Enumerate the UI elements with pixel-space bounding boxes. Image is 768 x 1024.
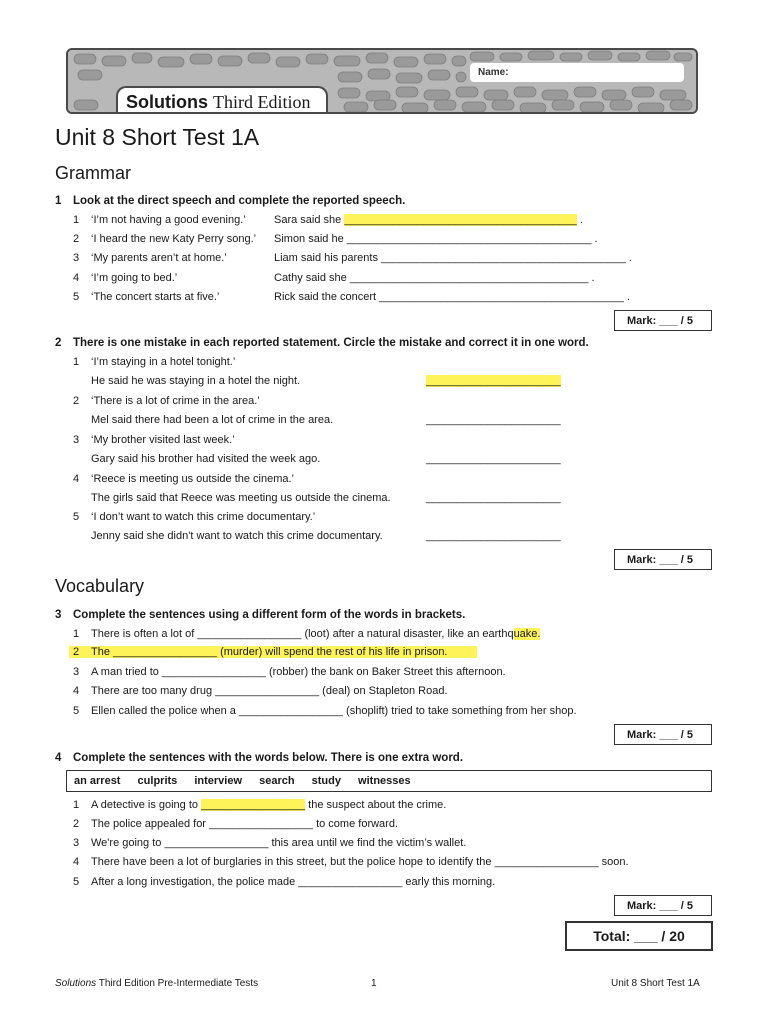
footer-unit: Unit 8 Short Test 1A xyxy=(611,978,700,989)
mark-box: Mark: ___ / 5 xyxy=(614,549,712,570)
total-score: Total: ___ / 20 xyxy=(565,921,713,951)
item-number: 5 xyxy=(73,291,80,303)
sentence: A man tried to _________________ (robber) the bank on Baker Street this afternoon. xyxy=(91,666,506,678)
word-bank-item: culprits xyxy=(137,775,178,787)
sentence: There is often a lot of _________________ (loot) after a natural disaster, like an earthquake. xyxy=(91,628,541,640)
mark-box: Mark: ___ / 5 xyxy=(614,724,712,745)
footer-series: Solutions Third Edition Pre-Intermediate Tests xyxy=(55,978,259,989)
item-number: 3 xyxy=(73,666,80,678)
item-number: 2 xyxy=(73,233,80,245)
sentence-highlighted-row: 2 The _________________ (murder) will spend the rest of his life in prison. xyxy=(69,646,477,658)
item-number: 1 xyxy=(73,356,80,368)
section-heading-vocabulary: Vocabulary xyxy=(55,576,145,596)
item-number: 1 xyxy=(73,214,80,226)
item-number: 5 xyxy=(73,511,80,523)
footer-page-number: 1 xyxy=(371,978,377,989)
answer-blank[interactable]: ______________________ xyxy=(426,375,561,387)
word-bank-item: an arrest xyxy=(74,775,121,787)
direct-speech: ‘I’m staying in a hotel tonight.’ xyxy=(91,356,236,368)
reported-speech: Liam said his parents ________________________________________ . xyxy=(274,252,632,264)
reported-statement: He said he was staying in a hotel the night. xyxy=(91,375,301,387)
word-bank xyxy=(66,770,712,792)
item-number: 5 xyxy=(73,876,80,888)
answer-blank[interactable]: ______________________ xyxy=(426,530,561,542)
sentence: There are too many drug _________________ (deal) on Stapleton Road. xyxy=(91,685,448,697)
item-number: 3 xyxy=(73,434,80,446)
question-number: 2 xyxy=(55,337,62,349)
direct-speech: ‘Reece is meeting us outside the cinema.’ xyxy=(91,473,294,485)
answer-blank-highlighted[interactable]: _________________ xyxy=(201,799,306,811)
name-field[interactable]: Name: xyxy=(470,63,684,82)
item-number: 3 xyxy=(73,837,80,849)
direct-speech: ‘The concert starts at five.’ xyxy=(91,291,220,303)
answer-blank[interactable]: ______________________ xyxy=(426,492,561,504)
reported-speech: Rick said the concert ________________________________________ . xyxy=(274,291,630,303)
brand-logo: Solutions Third Edition xyxy=(116,86,328,114)
sentence: The police appealed for _________________ to come forward. xyxy=(91,818,399,830)
reported-statement: Mel said there had been a lot of crime in the area. xyxy=(91,414,334,426)
item-number: 2 xyxy=(73,395,80,407)
word-bank-item: study xyxy=(311,775,341,787)
page-title: Unit 8 Short Test 1A xyxy=(55,124,260,150)
sentence: Ellen called the police when a _________________ (shoplift) tried to take something from her shop. xyxy=(91,705,577,717)
answer-blank[interactable]: ______________________ xyxy=(426,453,561,465)
reported-speech: Simon said he ________________________________________ . xyxy=(274,233,598,245)
item-number: 2 xyxy=(73,818,80,830)
sentence: A detective is going to _________________ the suspect about the crime. xyxy=(91,799,447,811)
reported-speech: Sara said she ______________________________________ . xyxy=(274,214,583,226)
reported-statement: The girls said that Reece was meeting us outside the cinema. xyxy=(91,492,391,504)
direct-speech: ‘My parents aren’t at home.’ xyxy=(91,252,227,264)
header-banner xyxy=(66,48,698,114)
item-number: 5 xyxy=(73,705,80,717)
direct-speech: ‘I heard the new Katy Perry song.’ xyxy=(91,233,257,245)
item-number: 1 xyxy=(73,628,80,640)
word-bank-item: interview xyxy=(194,775,243,787)
reported-statement: Gary said his brother had visited the week ago. xyxy=(91,453,321,465)
sentence: There have been a lot of burglaries in this street, but the police hope to identify the _________________ soon. xyxy=(91,856,629,868)
word-bank-item: witnesses xyxy=(358,775,411,787)
mark-box: Mark: ___ / 5 xyxy=(614,310,712,331)
item-number: 4 xyxy=(73,685,80,697)
answer-blank[interactable]: ______________________ xyxy=(426,414,561,426)
item-number: 4 xyxy=(73,856,80,868)
question-title: Complete the sentences using a different form of the words in brackets. xyxy=(73,609,466,621)
item-number: 3 xyxy=(73,252,80,264)
direct-speech: ‘I don’t want to watch this crime documentary.’ xyxy=(91,511,316,523)
direct-speech: ‘I’m going to bed.’ xyxy=(91,272,178,284)
item-number: 1 xyxy=(73,799,80,811)
sentence: We're going to _________________ this area until we find the victim’s wallet. xyxy=(91,837,467,849)
direct-speech: ‘My brother visited last week.’ xyxy=(91,434,235,446)
item-number: 4 xyxy=(73,473,80,485)
word-bank-item: search xyxy=(259,775,295,787)
reported-speech: Cathy said she _______________________________________ . xyxy=(274,272,595,284)
sentence: After a long investigation, the police made _________________ early this morning. xyxy=(91,876,496,888)
mark-box: Mark: ___ / 5 xyxy=(614,895,712,916)
reported-statement: Jenny said she didn't want to watch this crime documentary. xyxy=(91,530,383,542)
direct-speech: ‘There is a lot of crime in the area.’ xyxy=(91,395,260,407)
question-title: Complete the sentences with the words below. There is one extra word. xyxy=(73,752,464,764)
question-number: 4 xyxy=(55,752,62,764)
question-number: 3 xyxy=(55,609,62,621)
question-title: Look at the direct speech and complete the reported speech. xyxy=(73,195,406,207)
section-heading-grammar: Grammar xyxy=(55,163,131,183)
direct-speech: ‘I’m not having a good evening.’ xyxy=(91,214,246,226)
question-number: 1 xyxy=(55,195,62,207)
item-number: 4 xyxy=(73,272,80,284)
answer-blank-highlighted[interactable]: ______________________________________ xyxy=(344,214,577,226)
question-title: There is one mistake in each reported statement. Circle the mistake and correct it in one word. xyxy=(73,337,589,349)
